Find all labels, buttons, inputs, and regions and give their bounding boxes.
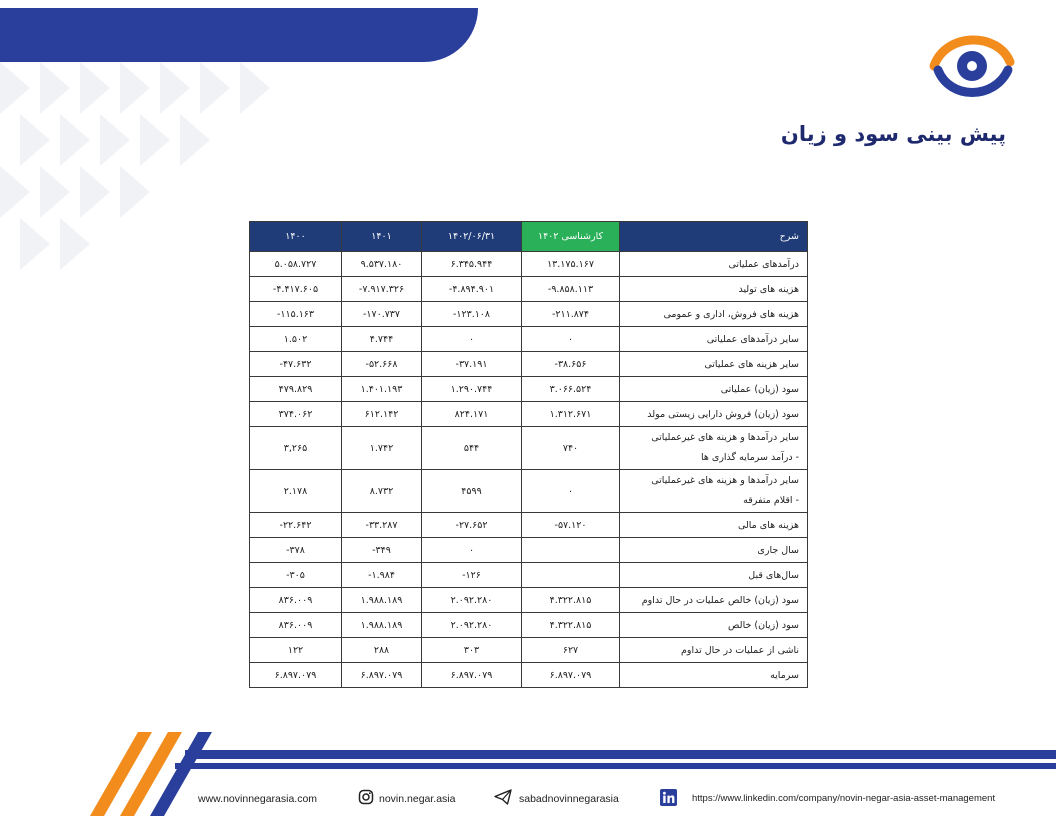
eye-logo-icon — [928, 26, 1016, 102]
cell-1400: -۴.۴۱۷.۶۰۵ — [250, 277, 342, 302]
cell-1400: ۶.۸۹۷.۰۷۹ — [250, 663, 342, 688]
cell-1402-06-31: -۳۷.۱۹۱ — [422, 352, 522, 377]
cell-expert-1402 — [522, 538, 620, 563]
row-label-line: سایر درآمدها و هزینه های غیرعملیاتی — [651, 475, 799, 486]
profit-loss-table — [249, 221, 808, 688]
cell-expert-1402 — [522, 563, 620, 588]
cell-1400: -۲۲.۶۴۲ — [250, 513, 342, 538]
cell-1402-06-31: ۲.۰۹۲.۲۸۰ — [422, 613, 522, 638]
cell-1401: ۱.۹۸۸.۱۸۹ — [342, 613, 422, 638]
cell-1402-06-31: ۴۵۹۹ — [422, 470, 522, 513]
header-description: شرح — [620, 222, 808, 252]
cell-expert-1402: ۱.۳۱۲.۶۷۱ — [522, 402, 620, 427]
telegram-link[interactable]: sabadnovinnegarasia — [519, 793, 619, 805]
cell-1402-06-31: -۴.۸۹۴.۹۰۱ — [422, 277, 522, 302]
cell-1401: ۶۱۲.۱۴۲ — [342, 402, 422, 427]
row-label — [620, 470, 808, 513]
cell-expert-1402: ۴.۳۲۲.۸۱۵ — [522, 588, 620, 613]
cell-1400: ۴۷۹.۸۲۹ — [250, 377, 342, 402]
table-row — [250, 613, 808, 638]
cell-expert-1402: ۰ — [522, 470, 620, 513]
linkedin-icon — [660, 789, 677, 806]
row-label: هزینه های مالی — [620, 513, 808, 538]
cell-expert-1402: -۲۱۱.۸۷۴ — [522, 302, 620, 327]
row-label: هزینه های فروش، اداری و عمومی — [620, 302, 808, 327]
cell-1400: -۴۷.۶۳۲ — [250, 352, 342, 377]
cell-1401: -۵۲.۶۶۸ — [342, 352, 422, 377]
footer-stripe — [185, 750, 1056, 759]
header-1402-06-31: ۱۴۰۲/۰۶/۳۱ — [422, 222, 522, 252]
cell-expert-1402: ۱۳.۱۷۵.۱۶۷ — [522, 252, 620, 277]
cell-1400: -۳۰۵ — [250, 563, 342, 588]
cell-1401: ۹.۵۳۷.۱۸۰ — [342, 252, 422, 277]
table-row — [250, 588, 808, 613]
cell-1400: ۳۷۴.۰۶۲ — [250, 402, 342, 427]
cell-1401: ۱.۷۴۲ — [342, 427, 422, 470]
footer-stripe — [175, 763, 1056, 769]
cell-expert-1402: ۶۲۷ — [522, 638, 620, 663]
cell-1401: ۸.۷۳۲ — [342, 470, 422, 513]
table-row — [250, 427, 808, 470]
row-label — [620, 427, 808, 470]
cell-1400: ۵.۰۵۸.۷۲۷ — [250, 252, 342, 277]
row-label: سایر درآمدهای عملیاتی — [620, 327, 808, 352]
table-row — [250, 377, 808, 402]
row-label: سود (زیان) خالص — [620, 613, 808, 638]
table-row — [250, 638, 808, 663]
row-label: سرمایه — [620, 663, 808, 688]
cell-1401: -۱.۹۸۴ — [342, 563, 422, 588]
cell-1402-06-31: ۰ — [422, 538, 522, 563]
cell-1401: ۶.۸۹۷.۰۷۹ — [342, 663, 422, 688]
table-row — [250, 327, 808, 352]
row-label: سال‌های قبل — [620, 563, 808, 588]
table-header-row — [250, 222, 808, 252]
row-label: ناشی از عملیات در حال تداوم — [620, 638, 808, 663]
telegram-icon — [494, 789, 512, 805]
table-row — [250, 513, 808, 538]
header-expert-1402: کارشناسی ۱۴۰۲ — [522, 222, 620, 252]
cell-1400: -۱۱۵.۱۶۳ — [250, 302, 342, 327]
instagram-icon — [358, 789, 374, 805]
table-row — [250, 402, 808, 427]
website-link[interactable]: www.novinnegarasia.com — [198, 793, 318, 805]
row-label: سود (زیان) عملیاتی — [620, 377, 808, 402]
cell-1400: -۳۷۸ — [250, 538, 342, 563]
header-1401: ۱۴۰۱ — [342, 222, 422, 252]
cell-1402-06-31: ۰ — [422, 327, 522, 352]
cell-1401: -۳۴۹ — [342, 538, 422, 563]
row-label: درآمدهای عملیاتی — [620, 252, 808, 277]
row-label: سود (زیان) خالص عملیات در حال تداوم — [620, 588, 808, 613]
cell-1400: ۲.۱۷۸ — [250, 470, 342, 513]
header-1400: ۱۴۰۰ — [250, 222, 342, 252]
cell-1400: ۱۲۲ — [250, 638, 342, 663]
cell-1401: -۳۳.۲۸۷ — [342, 513, 422, 538]
cell-1402-06-31: ۵۴۴ — [422, 427, 522, 470]
cell-1402-06-31: -۱۲۶ — [422, 563, 522, 588]
cell-1401: ۱.۹۸۸.۱۸۹ — [342, 588, 422, 613]
cell-expert-1402: -۵۷.۱۲۰ — [522, 513, 620, 538]
top-banner — [0, 8, 478, 62]
cell-1402-06-31: ۸۲۴.۱۷۱ — [422, 402, 522, 427]
cell-1401: -۷.۹۱۷.۳۲۶ — [342, 277, 422, 302]
cell-expert-1402: ۰ — [522, 327, 620, 352]
table-row — [250, 252, 808, 277]
cell-1400: ۳,۲۶۵ — [250, 427, 342, 470]
cell-1402-06-31: ۱.۲۹۰.۷۴۴ — [422, 377, 522, 402]
row-label: سایر هزینه های عملیاتی — [620, 352, 808, 377]
row-label-subline: - درآمد سرمایه گذاری ها — [700, 452, 799, 463]
table-row — [250, 538, 808, 563]
cell-1400: ۸۳۶.۰۰۹ — [250, 613, 342, 638]
row-label: سال جاری — [620, 538, 808, 563]
table-row — [250, 470, 808, 513]
cell-1401: -۱۷۰.۷۳۷ — [342, 302, 422, 327]
cell-1402-06-31: ۶.۸۹۷.۰۷۹ — [422, 663, 522, 688]
cell-1400: ۱.۵۰۲ — [250, 327, 342, 352]
cell-1401: ۴.۷۴۴ — [342, 327, 422, 352]
cell-expert-1402: ۳.۰۶۶.۵۲۴ — [522, 377, 620, 402]
cell-1402-06-31: ۳۰۳ — [422, 638, 522, 663]
cell-expert-1402: ۷۴۰ — [522, 427, 620, 470]
cell-expert-1402: -۹.۸۵۸.۱۱۳ — [522, 277, 620, 302]
cell-1402-06-31: -۲۷.۶۵۲ — [422, 513, 522, 538]
cell-1401: ۱.۴۰۱.۱۹۳ — [342, 377, 422, 402]
table-row — [250, 352, 808, 377]
table-row — [250, 302, 808, 327]
instagram-link[interactable]: novin.negar.asia — [379, 793, 456, 805]
cell-expert-1402: -۳۸.۶۵۶ — [522, 352, 620, 377]
cell-1402-06-31: ۲.۰۹۲.۲۸۰ — [422, 588, 522, 613]
row-label: سود (زیان) فروش دارایی زیستی مولد — [620, 402, 808, 427]
linkedin-link[interactable]: https://www.linkedin.com/company/novin-negar-asia-asset-management — [692, 793, 996, 804]
table-row — [250, 663, 808, 688]
row-label-subline: - اقلام متفرقه — [743, 495, 799, 506]
cell-1400: ۸۳۶.۰۰۹ — [250, 588, 342, 613]
table-row — [250, 563, 808, 588]
cell-1402-06-31: ۶.۳۴۵.۹۴۴ — [422, 252, 522, 277]
cell-expert-1402: ۴.۳۲۲.۸۱۵ — [522, 613, 620, 638]
row-label: هزینه های تولید — [620, 277, 808, 302]
cell-1401: ۲۸۸ — [342, 638, 422, 663]
table-row — [250, 277, 808, 302]
page-title: پیش بینی سود و زیان — [780, 122, 1006, 146]
cell-1402-06-31: -۱۲۳.۱۰۸ — [422, 302, 522, 327]
row-label-line: سایر درآمدها و هزینه های غیرعملیاتی — [651, 432, 799, 443]
cell-expert-1402: ۶.۸۹۷.۰۷۹ — [522, 663, 620, 688]
